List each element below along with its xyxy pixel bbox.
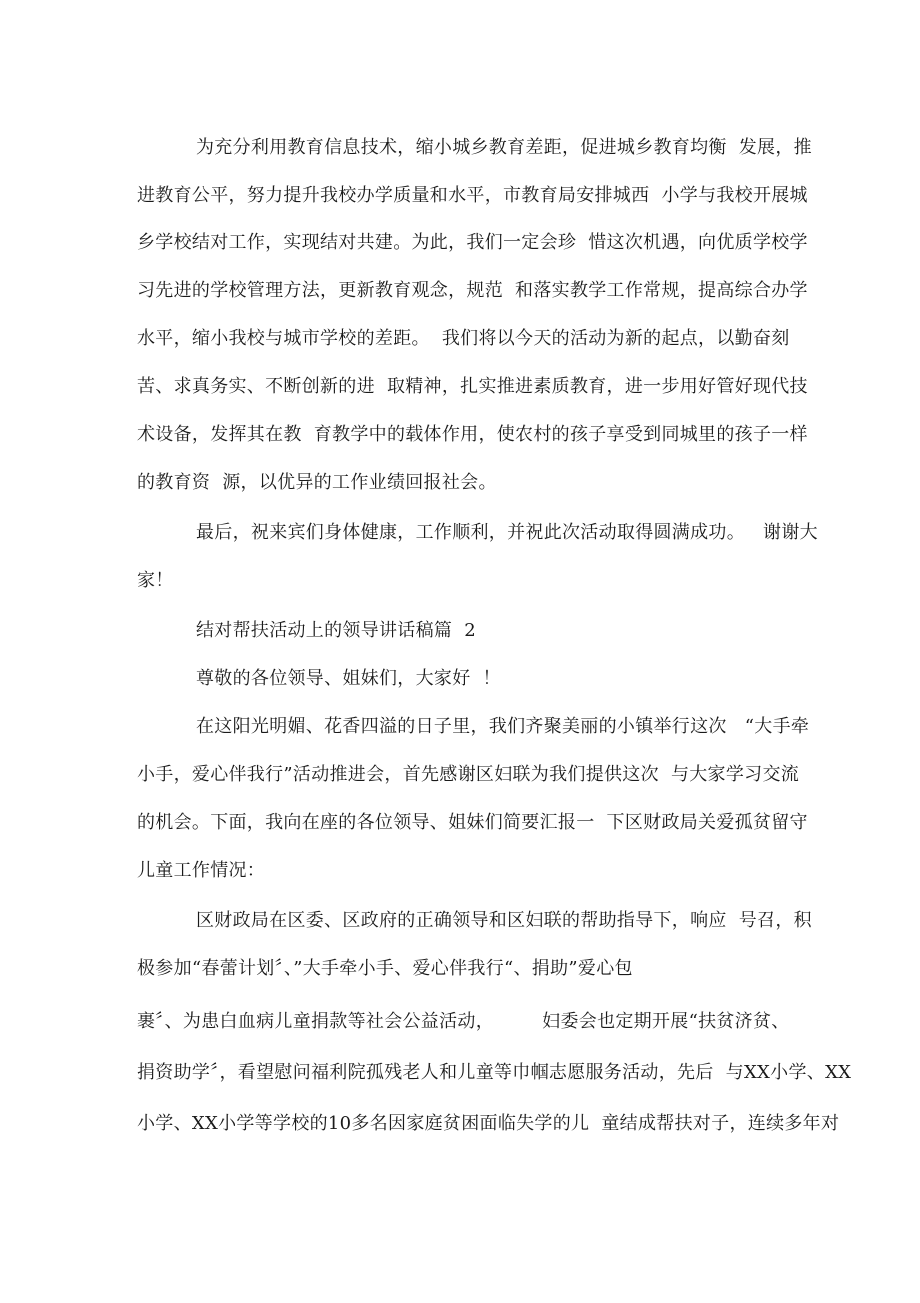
paragraph-1-line-4: 习先进的学校管理方法，更新教育观念，规范 和落实教学工作常规，提高综合办学 [137, 280, 808, 301]
paragraph-1-line-1: 为充分利用教育信息技术，缩小城乡教育差距，促进城乡教育均衡 发展，推 [196, 137, 812, 158]
paragraph-2-line-2: 家！ [137, 570, 174, 591]
paragraph-3-line-1: 在这阳光明媚、花香四溢的日子里，我们齐聚美丽的小镇举行这次 “大手牵 [196, 716, 810, 737]
paragraph-4-line-1: 区财政局在区委、区政府的正确领导和区妇联的帮助指导下，响应 号召，积 [196, 910, 812, 931]
paragraph-1-line-5: 水平，缩小我校与城市学校的差距。 我们将以今天的活动为新的起点，以勤奋刻 [137, 328, 790, 349]
paragraph-4-line-4: 捐资助学〞，看望慰问福利院孤残老人和儿童等巾帼志愿服务活动，先后 与XX小学、XX [137, 1062, 852, 1083]
paragraph-3-line-2: 小手，爱心伴我行”活动推进会，首先感谢区妇联为我们提供这次 与大家学习交流 [137, 764, 800, 785]
paragraph-4-line-3: 裹〞、为患白血病儿童捐款等社会公益活动， 妇委会也定期开展“扶贫济贫、 [137, 1011, 790, 1032]
greeting: 尊敬的各位领导、姐妹们，大家好 ！ [196, 668, 501, 689]
paragraph-3-line-3: 的机会。下面，我向在座的各位领导、姐妹们简要汇报一 下区财政局关爱孤贫留守 [137, 812, 808, 833]
paragraph-2-line-1: 最后，祝来宾们身体健康，工作顺利，并祝此次活动取得圆满成功。 谢谢大 [196, 522, 818, 543]
paragraph-1-line-8: 的教育资 源，以优异的工作业绩回报社会。 [137, 472, 497, 493]
paragraph-1-line-3: 乡学校结对工作，实现结对共建。为此，我们一定会珍 惜这次机遇，向优质学校学 [137, 232, 808, 253]
paragraph-4-line-2: 极参加“春蕾计划〞、”大手牵小手、爱心伴我行“、捐助”爱心包 [137, 958, 633, 979]
paragraph-1-line-2: 进教育公平，努力提升我校办学质量和水平，市教育局安排城西 小学与我校开展城 [137, 185, 808, 206]
paragraph-1-line-7: 术设备，发挥其在教 育教学中的载体作用，使农村的孩子享受到同城里的孩子一样 [137, 424, 808, 445]
paragraph-4-line-5: 小学、XX小学等学校的10多名因家庭贫困面临失学的儿 童结成帮扶对子，连续多年对 [137, 1113, 840, 1134]
paragraph-3-line-4: 儿童工作情况： [137, 860, 266, 881]
section-heading: 结对帮扶活动上的领导讲话稿篇 2 [196, 620, 476, 641]
paragraph-1-line-6: 苦、求真务实、不断创新的进 取精神，扎实推进素质教育，进一步用好管好现代技 [137, 376, 808, 397]
